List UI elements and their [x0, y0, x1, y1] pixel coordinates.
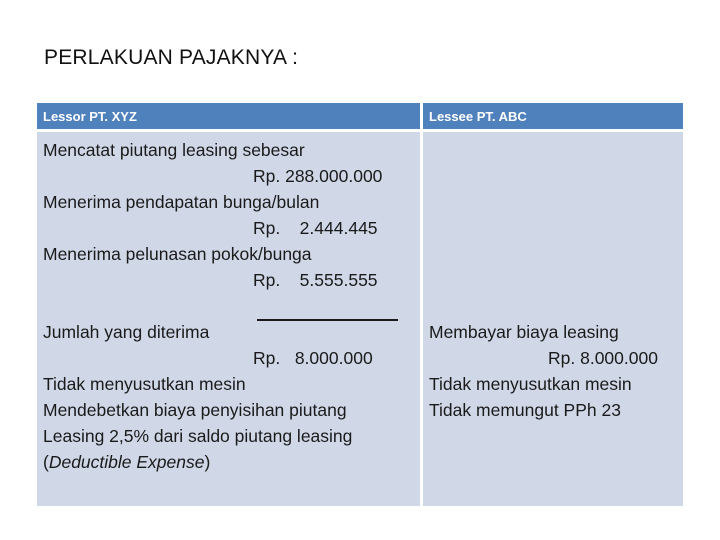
- lessee-line-no-depreciation: Tidak menyusutkan mesin: [429, 374, 632, 394]
- lessee-amount-payment: Rp. 8.000.000: [548, 348, 658, 368]
- lessor-line-leasing-rate: Leasing 2,5% dari saldo piutang leasing: [43, 426, 353, 446]
- lessee-line-no-pph23: Tidak memungut PPh 23: [429, 400, 621, 420]
- lessor-header: Lessor PT. XYZ: [37, 103, 420, 129]
- lessor-line-receivable: Mencatat piutang leasing sebesar: [43, 140, 305, 160]
- lessor-amount-interest: Rp. 2.444.445: [253, 218, 378, 238]
- lessee-line-payment: Membayar biaya leasing: [429, 322, 619, 342]
- lessor-total-amount: Rp. 8.000.000: [253, 348, 373, 368]
- lessee-header: Lessee PT. ABC: [423, 103, 683, 129]
- lessor-line-no-depreciation: Tidak menyusutkan mesin: [43, 374, 246, 394]
- lessor-line-principal: Menerima pelunasan pokok/bunga: [43, 244, 312, 264]
- lessor-total-label: Jumlah yang diterima: [43, 322, 210, 342]
- slide-title: PERLAKUAN PAJAKNYA :: [44, 46, 299, 69]
- tax-treatment-table: [37, 103, 683, 506]
- lessor-line-allowance: Mendebetkan biaya penyisihan piutang: [43, 400, 347, 420]
- lessor-line-deductible: (Deductible Expense): [43, 452, 211, 472]
- lessee-cell: [423, 132, 683, 506]
- lessor-line-interest: Menerima pendapatan bunga/bulan: [43, 192, 320, 212]
- lessor-cell: [37, 132, 420, 506]
- sum-divider: [257, 319, 398, 321]
- lessor-amount-principal: Rp. 5.555.555: [253, 270, 378, 290]
- lessor-amount-receivable: Rp. 288.000.000: [253, 166, 383, 186]
